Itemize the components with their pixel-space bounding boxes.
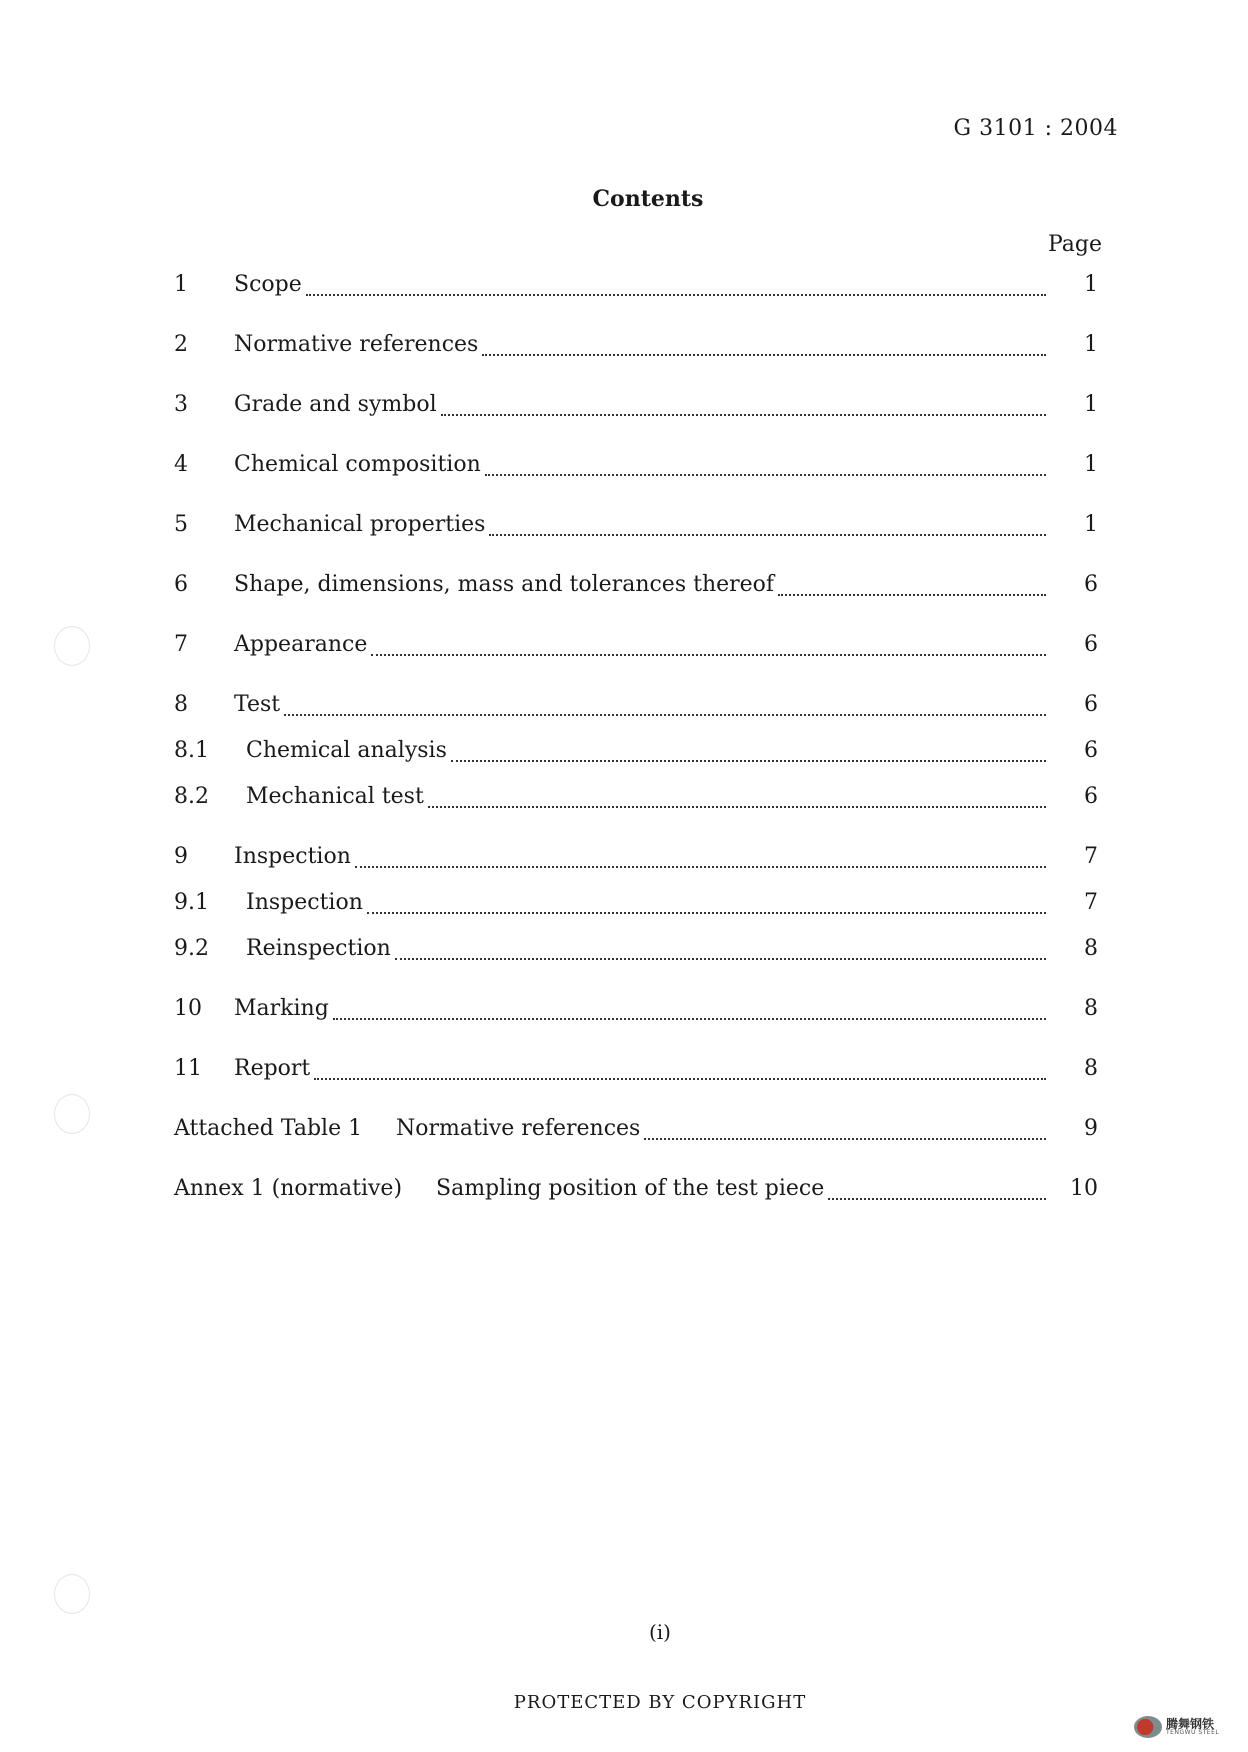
toc-entry-page: 1 [1084,452,1098,477]
toc-entry[interactable] [174,996,1098,1028]
toc-entry-page: 8 [1084,1056,1098,1081]
logo-text-en: TENGWU STEEL [1166,1729,1220,1736]
toc-entry-label: Appearance [234,632,368,657]
toc-subentry[interactable] [174,738,1098,770]
toc-entry[interactable] [174,1056,1098,1088]
toc-entry-number: 8 [174,692,188,717]
toc-entry-label: Scope [234,272,302,297]
toc-entry-number: 2 [174,332,188,357]
punch-hole-mark [54,1094,90,1134]
toc-entry-label: Chemical composition [234,452,481,477]
toc-entry-label: Mechanical properties [234,512,486,537]
toc-leader-dots [355,860,1046,868]
toc-leader-dots [828,1192,1046,1200]
toc-entry-page: 1 [1084,332,1098,357]
toc-entry-number: 4 [174,452,188,477]
toc-entry-page: 10 [1070,1176,1098,1201]
toc-leader-dots [395,952,1046,960]
toc-entry-number: 3 [174,392,188,417]
toc-leader-dots [367,906,1046,914]
toc-entry-page: 9 [1084,1116,1098,1141]
page-number: (i) [648,1620,671,1644]
toc-entry-number: 7 [174,632,188,657]
toc-entry-label: Normative references [234,332,479,357]
toc-leader-dots [485,468,1046,476]
toc-entry[interactable] [174,452,1098,484]
toc-entry-number: 11 [174,1056,202,1081]
toc-entry-page: 8 [1084,996,1098,1021]
toc-entry[interactable] [174,1176,1098,1208]
toc-entry[interactable] [174,632,1098,664]
contents-title: Contents [592,186,704,212]
punch-hole-mark [54,626,90,666]
toc-entry-page: 1 [1084,512,1098,537]
toc-subentry[interactable] [174,784,1098,816]
toc-entry-label: Normative references [396,1116,641,1141]
toc-leader-dots [644,1132,1046,1140]
toc-leader-dots [428,800,1046,808]
toc-entry-page: 7 [1084,890,1098,915]
toc-entry-label: Shape, dimensions, mass and tolerances thereof [234,572,775,597]
toc-leader-dots [306,288,1046,296]
toc-entry-page: 6 [1084,784,1098,809]
toc-entry-label: Chemical analysis [246,738,447,763]
document-code: G 3101 : 2004 [953,116,1118,141]
toc-entry-number: 10 [174,996,202,1021]
toc-entry-page: 7 [1084,844,1098,869]
toc-leader-dots [451,754,1046,762]
page-column-heading: Page [1047,232,1102,257]
copyright-notice: PROTECTED BY COPYRIGHT [513,1692,807,1713]
toc-leader-dots [333,1012,1046,1020]
toc-leader-dots [778,588,1046,596]
toc-leader-dots [441,408,1046,416]
punch-hole-mark [54,1574,90,1614]
toc-entry-label: Test [234,692,281,717]
toc-leader-dots [314,1072,1046,1080]
toc-entry-label: Report [234,1056,311,1081]
toc-entry-page: 6 [1084,572,1098,597]
toc-entry[interactable] [174,844,1098,876]
toc-entry-page: 6 [1084,738,1098,763]
toc-entry[interactable] [174,392,1098,424]
toc-entry-number: Attached Table 1 [174,1116,363,1141]
toc-entry-label: Mechanical test [246,784,424,809]
toc-entry[interactable] [174,332,1098,364]
toc-entry-number: 9 [174,844,188,869]
toc-leader-dots [489,528,1046,536]
toc-entry[interactable] [174,692,1098,724]
toc-entry[interactable] [174,1116,1098,1148]
toc-entry[interactable] [174,272,1098,304]
toc-entry[interactable] [174,512,1098,544]
toc-entry-number: Annex 1 (normative) [174,1176,403,1201]
toc-entry-label: Inspection [234,844,351,869]
toc-leader-dots [371,648,1046,656]
logo-text-cn: 腾舞钢铁 [1166,1717,1215,1731]
toc-entry-number: 9.1 [174,890,209,915]
toc-entry-number: 8.2 [174,784,209,809]
toc-entry-page: 8 [1084,936,1098,961]
toc-entry-number: 6 [174,572,188,597]
toc-entry[interactable] [174,572,1098,604]
toc-entry-page: 1 [1084,272,1098,297]
toc-entry-label: Reinspection [246,936,391,961]
toc-entry-number: 9.2 [174,936,209,961]
toc-entry-number: 1 [174,272,188,297]
toc-entry-page: 6 [1084,692,1098,717]
toc-entry-number: 5 [174,512,188,537]
toc-leader-dots [482,348,1046,356]
toc-entry-label: Inspection [246,890,363,915]
toc-entry-number: 8.1 [174,738,209,763]
toc-entry-label: Grade and symbol [234,392,437,417]
toc-subentry[interactable] [174,936,1098,968]
toc-entry-page: 6 [1084,632,1098,657]
toc-entry-page: 1 [1084,392,1098,417]
toc-leader-dots [284,708,1046,716]
toc-subentry[interactable] [174,890,1098,922]
watermark-logo [1134,1712,1240,1742]
toc-entry-label: Sampling position of the test piece [436,1176,825,1201]
logo-mark-icon [1134,1716,1162,1738]
toc-entry-label: Marking [234,996,329,1021]
